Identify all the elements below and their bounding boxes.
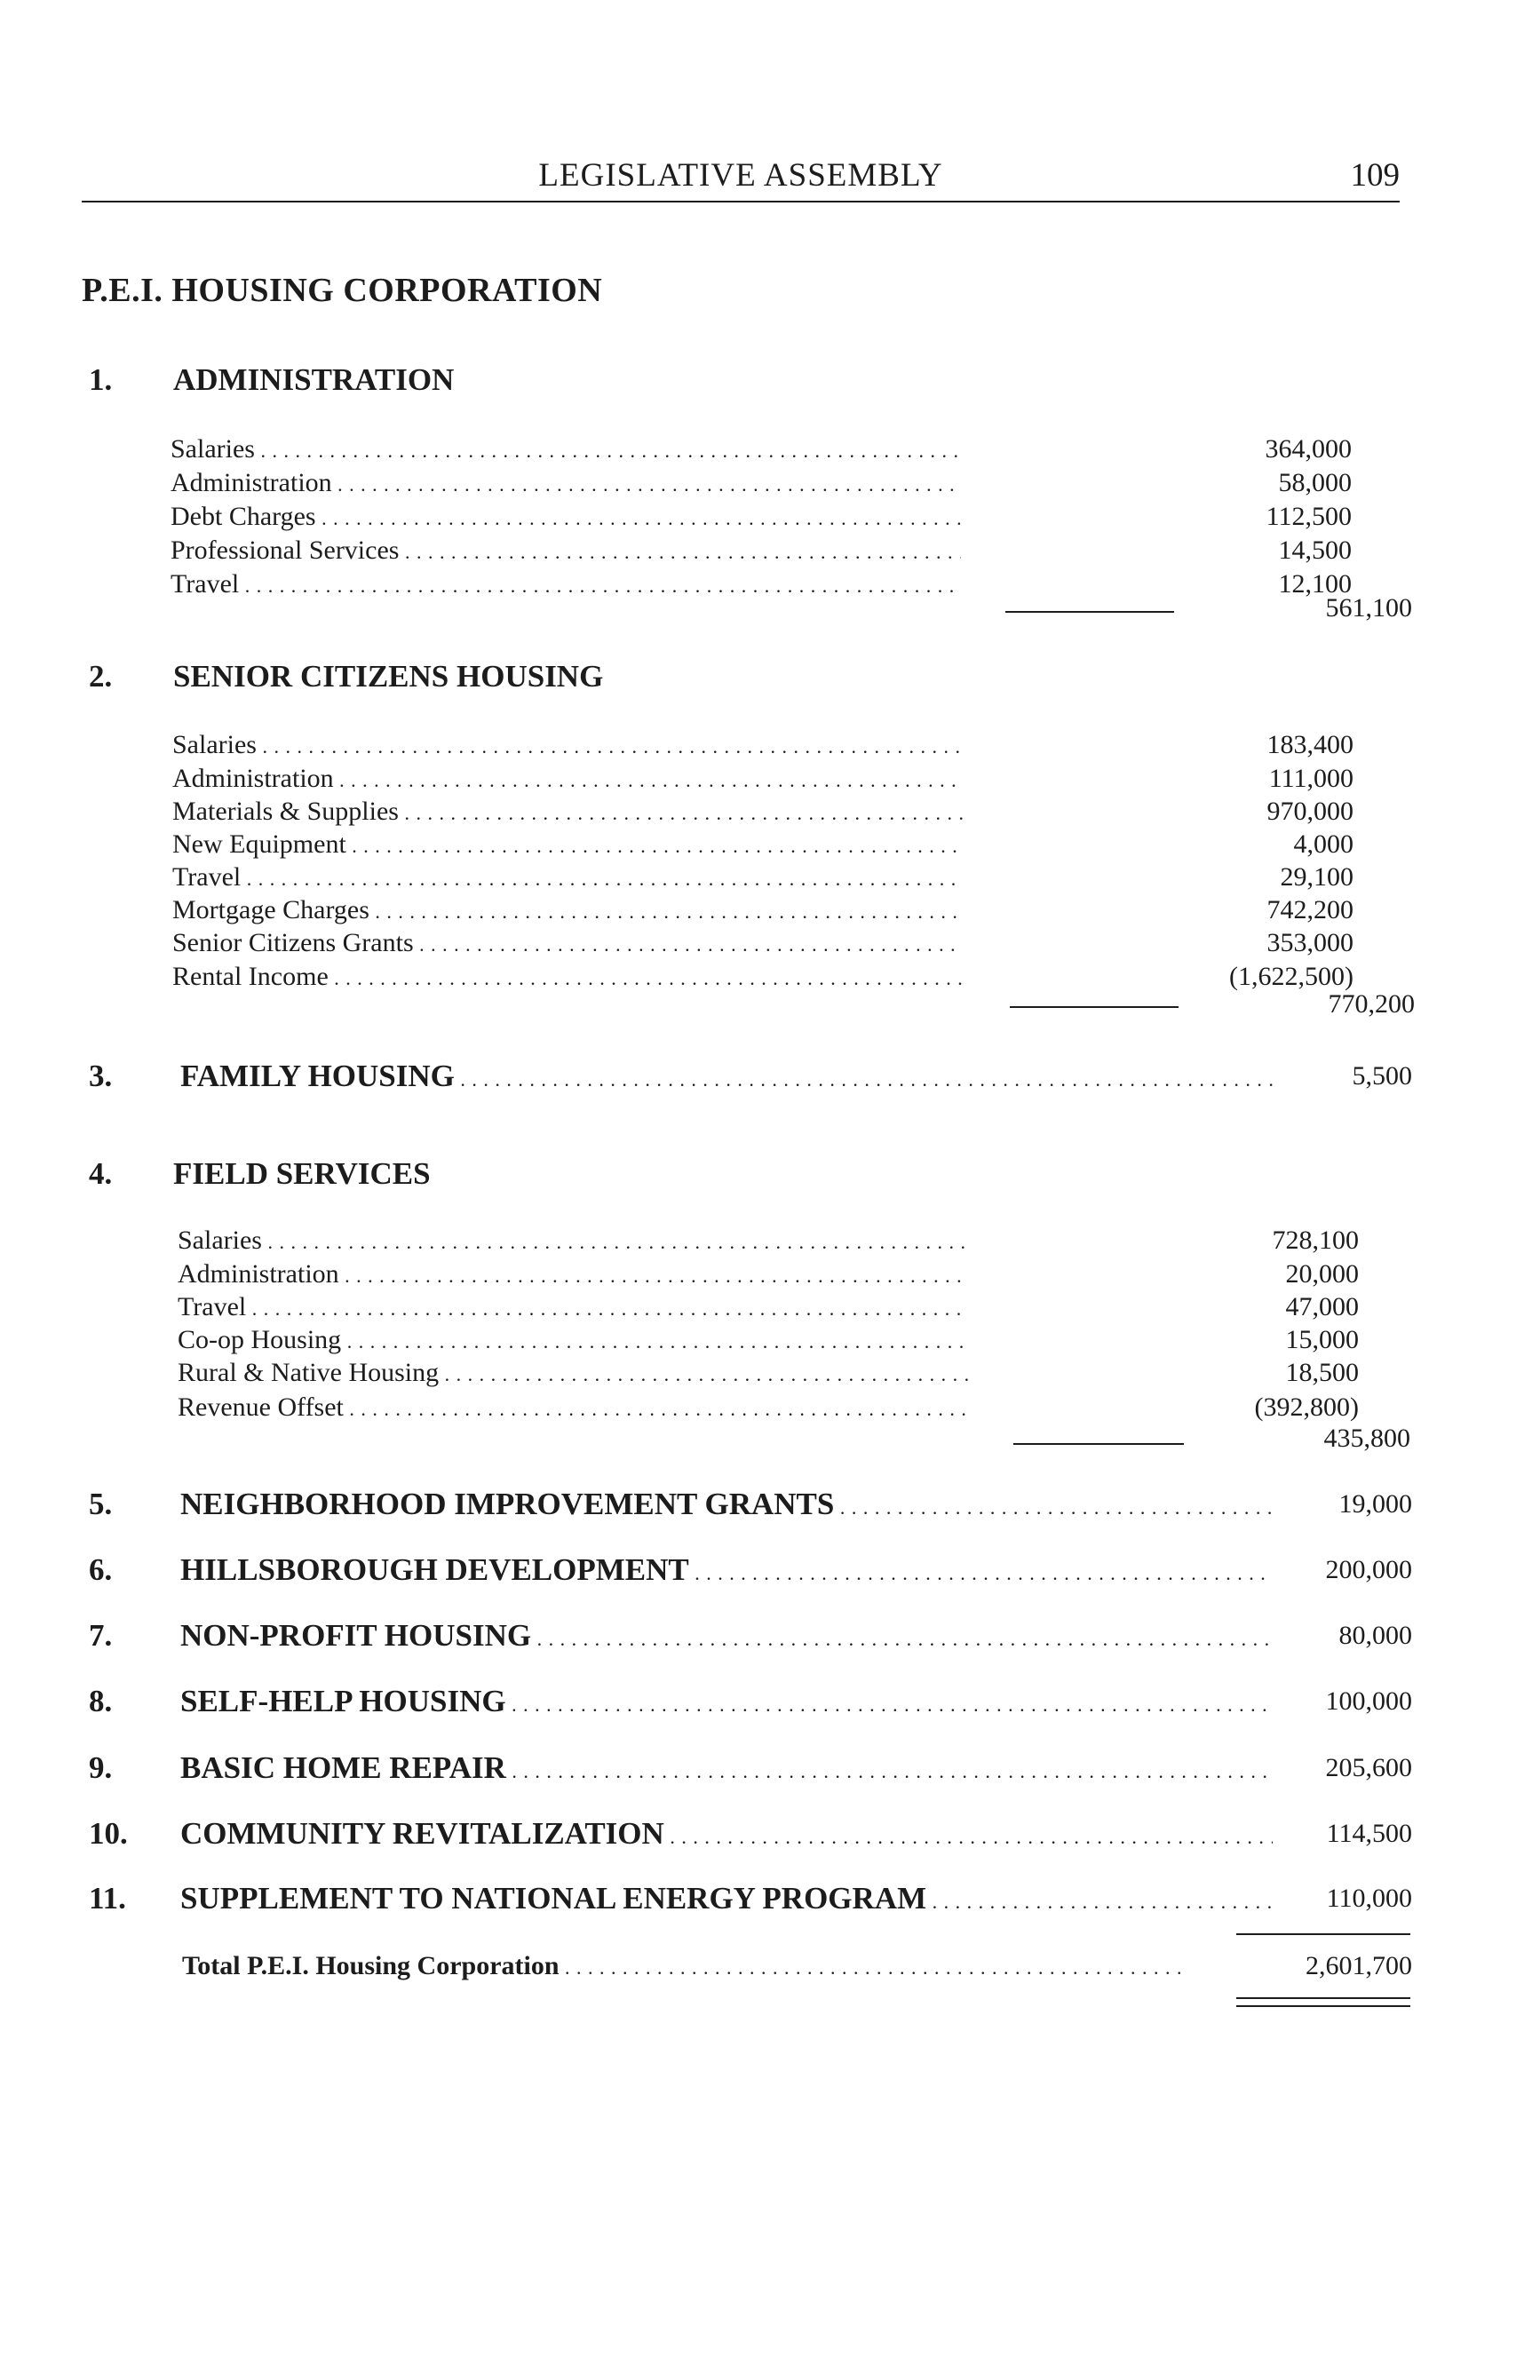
page-number: 109 [1350,157,1400,194]
section-title: FIELD SERVICES [173,1156,431,1191]
section-number: 4. [89,1156,113,1191]
item-amount: 114,500 [1326,1819,1412,1848]
item-number: 10. [89,1816,128,1851]
total-row [182,1947,1412,1986]
item-number: 6. [89,1552,113,1587]
line-amount: 111,000 [1268,764,1353,793]
total-rule [1236,1933,1410,1935]
section-heading-senior-citizens-housing [89,659,603,694]
item-label: NEIGHBORHOOD IMPROVEMENT GRANTS . . . [180,1485,1273,1527]
item-number: 11. [89,1881,126,1916]
line-label: Professional Services . . . [171,534,961,569]
line-label: Senior Citizens Grants . . . [172,926,963,962]
item-number: 8. [89,1684,113,1718]
item-label: SUPPLEMENT TO NATIONAL ENERGY PROGRAM . . . [180,1879,1273,1922]
total-label: Total P.E.I. Housing Corporation . . . [182,1947,1184,1987]
line-label: Co-op Housing . . . [178,1323,968,1359]
line-label: Administration . . . [172,762,963,797]
item-number: 9. [89,1750,113,1785]
budget-item [89,1682,1412,1721]
line-amount: 58,000 [1278,468,1352,497]
section-heading-field-services [89,1156,431,1192]
item-label: BASIC HOME REPAIR . . . [180,1749,1273,1791]
item-amount: 100,000 [1325,1686,1412,1716]
line-amount: 353,000 [1266,928,1353,957]
line-label: Travel . . . [171,567,961,603]
line-label: Travel . . . [178,1290,968,1326]
item-amount: 110,000 [1326,1884,1412,1913]
section-heading-family-housing [89,1057,1412,1096]
total-amount: 2,601,700 [1306,1951,1412,1980]
item-label: NON-PROFIT HOUSING . . . [180,1616,1273,1659]
budget-item [89,1485,1412,1524]
running-title: LEGISLATIVE ASSEMBLY [538,157,943,194]
corporation-title: P.E.I. HOUSING CORPORATION [82,272,603,309]
budget-item [89,1814,1412,1853]
line-amount: 14,500 [1278,536,1352,565]
line-amount: 47,000 [1285,1292,1359,1321]
line-label: Revenue Offset . . . [178,1391,968,1426]
line-amount: 112,500 [1266,502,1352,531]
section-number: 3. [89,1059,113,1093]
section-number: 1. [89,362,113,397]
item-number: 7. [89,1618,113,1653]
line-amount: 15,000 [1285,1325,1359,1354]
line-amount: 742,200 [1266,895,1353,924]
line-label: Administration . . . [171,466,961,502]
double-rule-top [1236,1997,1410,1999]
line-amount: 20,000 [1285,1259,1359,1289]
line-label: Rural & Native Housing . . . [178,1356,968,1392]
page-header [82,156,1400,202]
item-label: HILLSBOROUGH DEVELOPMENT . . . [180,1551,1273,1593]
line-label: Travel . . . [172,861,963,896]
item-label: SELF-HELP HOUSING . . . [180,1682,1273,1725]
line-label: Salaries . . . [178,1224,968,1259]
section-subtotal: 770,200 [1328,989,1415,1019]
line-label: Salaries . . . [172,728,963,764]
line-amount: 29,100 [1280,862,1353,892]
line-amount: (1,622,500) [1229,962,1353,991]
item-amount: 205,600 [1325,1753,1412,1782]
line-amount: 728,100 [1272,1226,1359,1255]
line-label: Debt Charges . . . [171,500,961,536]
item-label: COMMUNITY REVITALIZATION . . . [180,1814,1273,1857]
line-label: Salaries . . . [171,432,961,468]
line-amount: 4,000 [1293,829,1353,859]
section-title: SENIOR CITIZENS HOUSING [173,659,604,694]
item-amount: 19,000 [1338,1489,1412,1519]
double-rule-bottom [1236,2005,1410,2007]
line-label: Administration . . . [178,1257,968,1293]
section-subtotal: 435,800 [1323,1424,1410,1453]
line-amount: 970,000 [1266,797,1353,826]
section-number: 2. [89,659,113,694]
item-amount: 200,000 [1325,1555,1412,1584]
line-label: Rental Income . . . [172,960,963,996]
line-label: Materials & Supplies . . . [172,795,963,830]
item-number: 5. [89,1487,113,1521]
section-title: FAMILY HOUSING . . . [180,1057,1273,1099]
section-heading-administration [89,362,454,398]
line-amount: 18,500 [1285,1358,1359,1387]
section-subtotal: 561,100 [1325,593,1412,623]
line-amount: 12,100 [1278,569,1352,599]
budget-item [89,1879,1412,1918]
line-label: Mortgage Charges . . . [172,893,963,929]
item-amount: 80,000 [1338,1621,1412,1650]
line-amount: 183,400 [1266,730,1353,759]
section-title: ADMINISTRATION [173,362,455,397]
line-label: New Equipment . . . [172,828,963,863]
section-amount: 5,500 [1352,1061,1412,1091]
budget-item [89,1551,1412,1590]
line-amount: 364,000 [1265,434,1352,464]
budget-item [89,1749,1412,1788]
line-amount: (392,800) [1254,1392,1359,1422]
budget-item [89,1616,1412,1655]
